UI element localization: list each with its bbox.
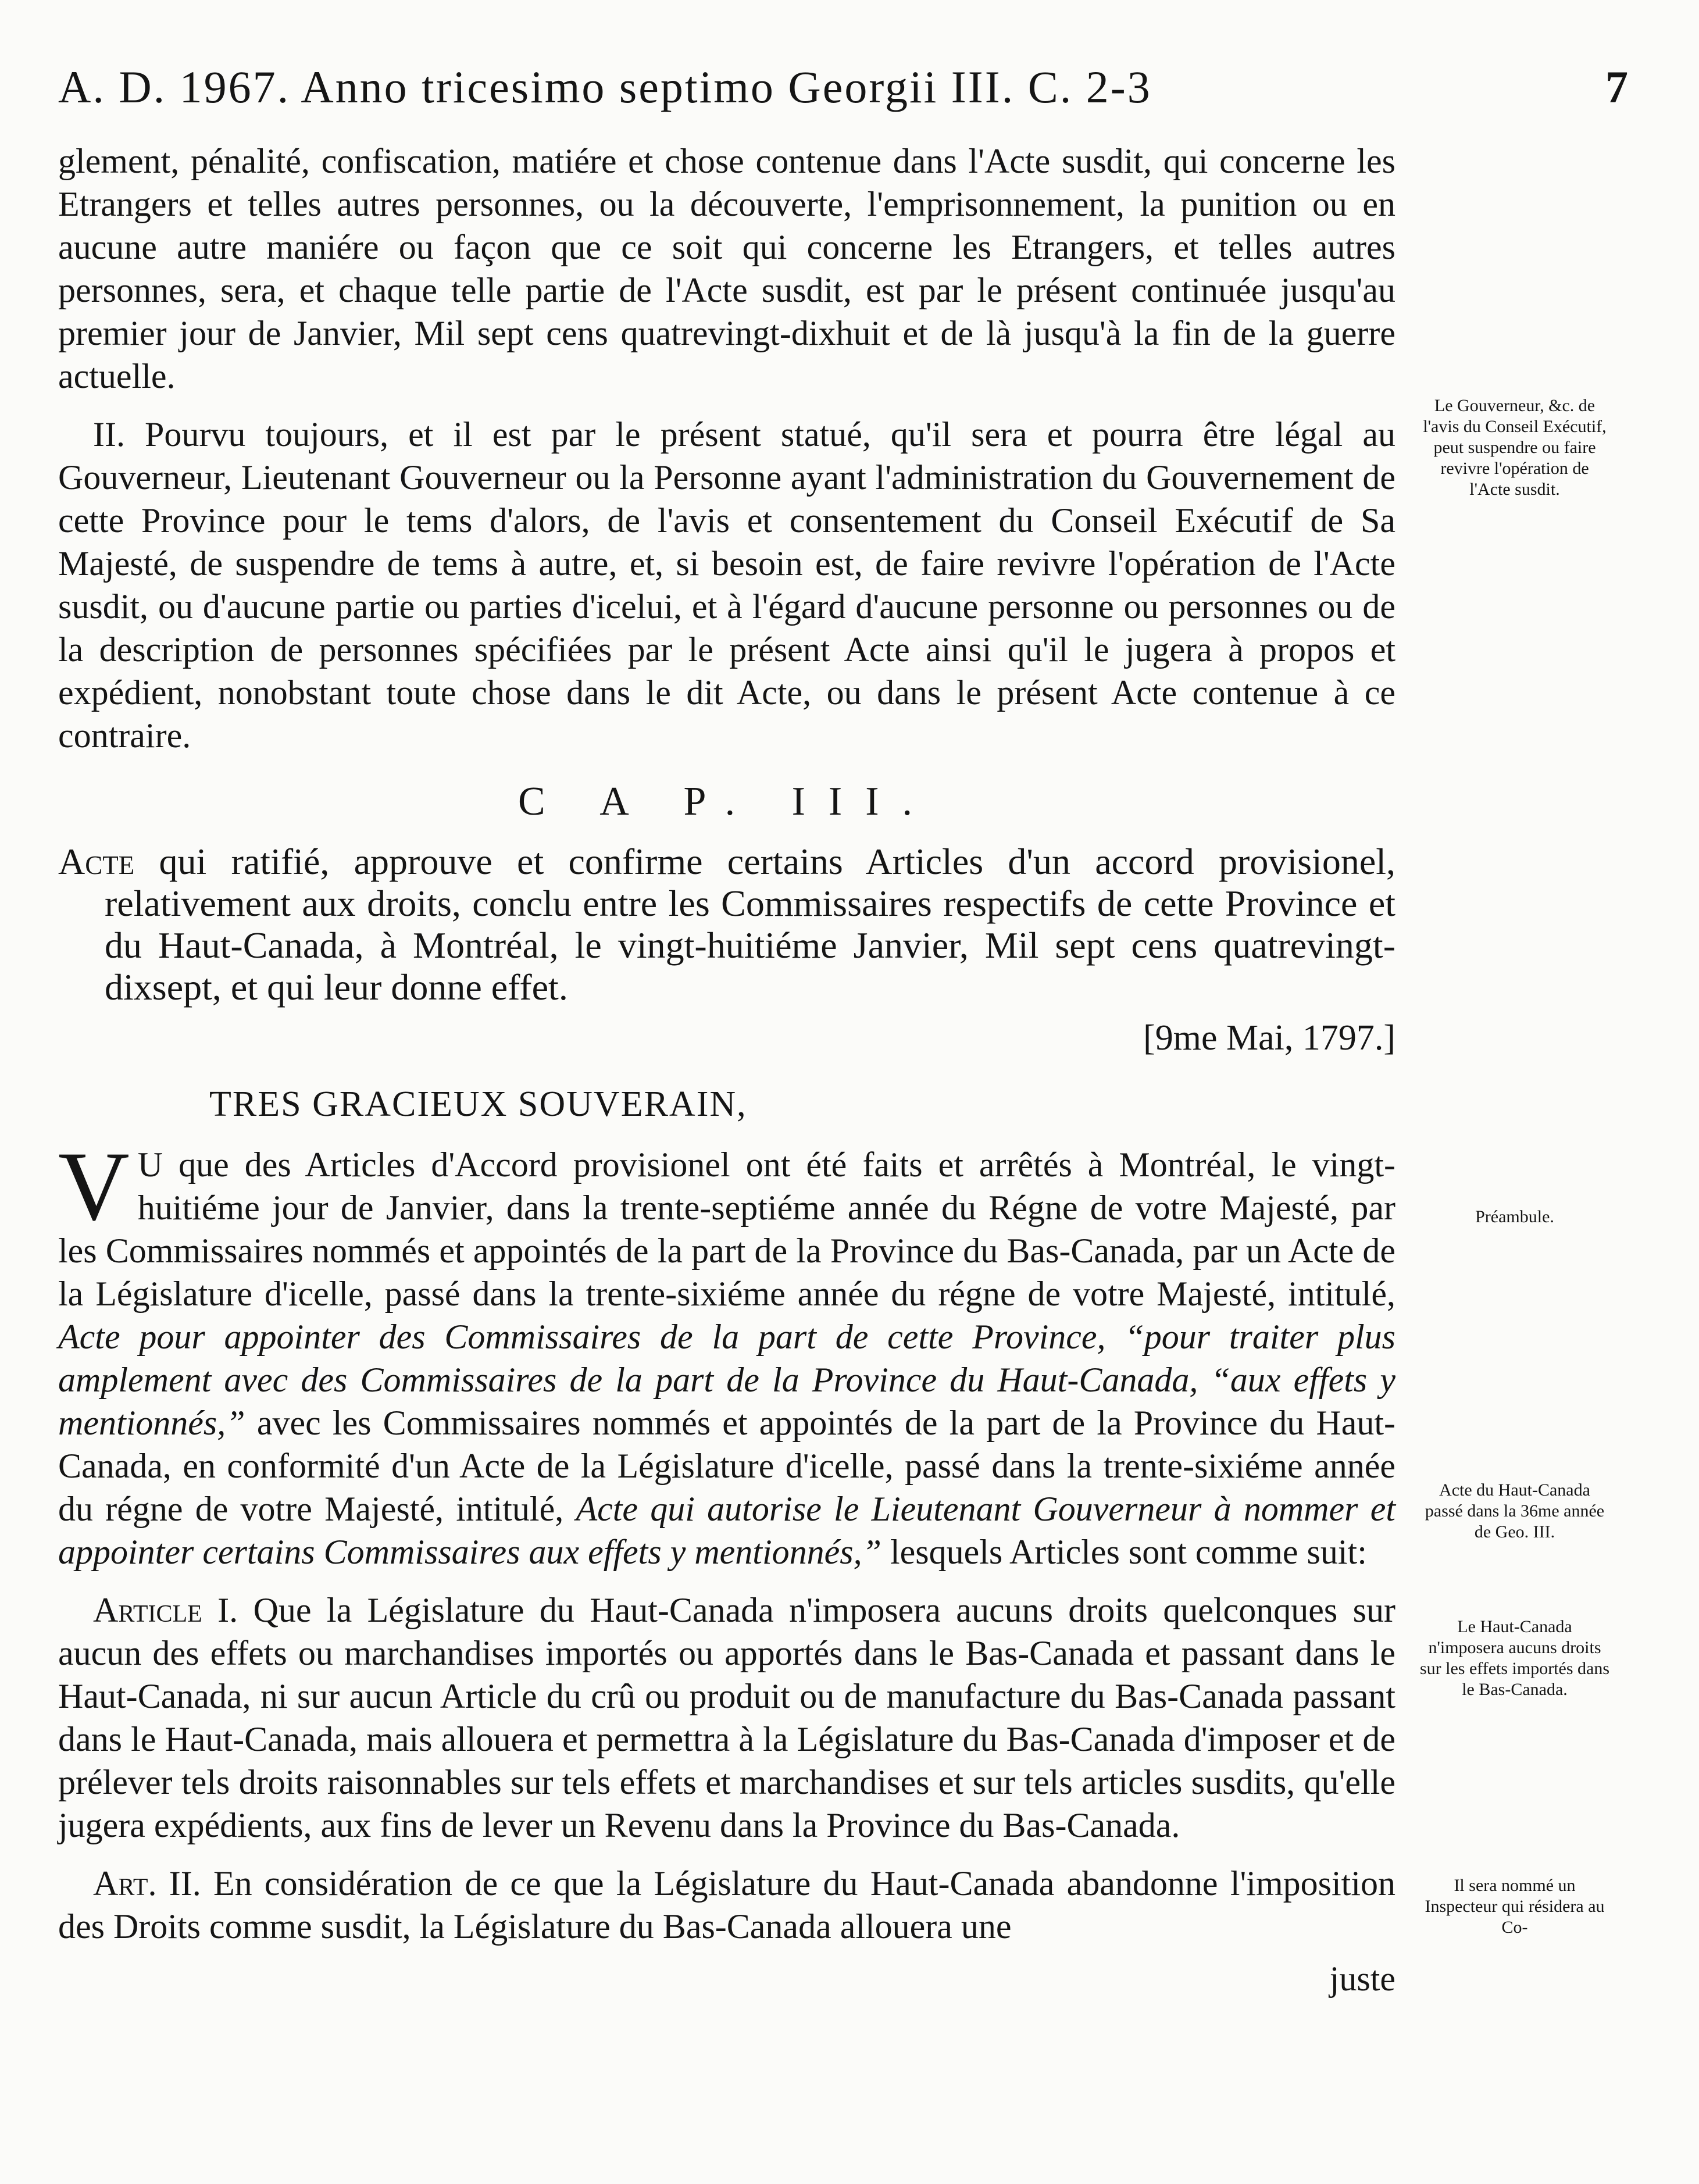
- catchword: juste: [1329, 1960, 1395, 1998]
- act-title: [58, 841, 1395, 1008]
- assent-date: [9me Mai, 1797.]: [1143, 1018, 1395, 1058]
- running-head: A. D. 1967. Anno tricesimo septimo Georgii III. C. 2-3: [58, 62, 1152, 112]
- article-ii-text: En considération de ce que la Législature du Haut-Canada abandonne l'imposition des Droits comme susdit, la Législature du Bas-Canada allouera une: [58, 1864, 1395, 1946]
- margin-note-preamble: Préambule.: [1475, 1207, 1554, 1226]
- act-title-text: qui ratifié, approuve et confirme certains Articles d'un accord provisionel, relativement aux droits, conclu entre les Commissaires respectifs de cette Province et du Haut-Canada, à Montréal, le vingt-huitiéme Janvier, Mil sept cens quatrevingt-dixsept, et qui leur donne effet.: [105, 841, 1395, 1008]
- margin-note-governor: Le Gouverneur, &c. de l'avis du Conseil Exécutif, peut suspendre ou faire revivre l'opération de l'Acte susdit.: [1423, 396, 1607, 499]
- preamble-italic-1: Acte pour appointer des Commissaires de la part de cette Province, “pour traiter plus amplement avec des Commissaires de la part de la Province du Haut-Canada, “aux effets y mentionnés,”: [58, 1318, 1395, 1442]
- preamble: [58, 1132, 1396, 1573]
- article-i-text: Que la Législature du Haut-Canada n'imposera aucuns droits quelconques sur aucun des effets ou marchandises importés ou apportés dans le Bas-Canada et passant dans le Haut-Canada, ni sur aucun Article du crû ou produit ou de manufacture du Bas-Canada passant dans le Haut-Canada, mais allouera et permettra à la Législature du Bas-Canada d'imposer et de prélever tels droits raisonnables sur tels effets et marchandises et sur tels articles susdits, qu'elle jugera expédients, aux fins de lever un Revenu dans la Province du Bas-Canada.: [58, 1591, 1395, 1844]
- address-salutation: TRES GRACIEUX SOUVERAIN,: [209, 1084, 747, 1124]
- page-number: 7: [1605, 62, 1628, 112]
- act-first-word: Acte: [58, 841, 135, 882]
- chapter-heading: C A P. III.: [517, 779, 936, 824]
- article-i: [58, 1589, 1395, 1847]
- margin-note-haut-canada-droits: Le Haut-Canada n'imposera aucuns droits sur les effets importés dans le Bas-Canada.: [1419, 1617, 1610, 1699]
- margin-note-acte-haut-canada: Acte du Haut-Canada passé dans la 36me année de Geo. III.: [1425, 1480, 1605, 1541]
- preamble-italic-2: Acte qui autorise le Lieutenant Gouverneur à nommer et appointer certains Commissaires aux effets y mentionnés,”: [58, 1490, 1396, 1571]
- preamble-text-2: avec les Commissaires nommés et appointés de la part de la Province du Haut-Canada, en conformité d'un Acte de la Législature d'icelle, passé dans la trente-sixiéme année du régne de votre Majesté, intitulé,: [58, 1404, 1395, 1528]
- main-text: [58, 140, 1395, 2015]
- preamble-text-3: lesquels Articles sont comme suit:: [890, 1533, 1367, 1571]
- article-i-label: Article I.: [93, 1591, 238, 1629]
- page-header: [58, 61, 1628, 125]
- article-ii-label: Art. II.: [93, 1864, 201, 1903]
- section-ii: II. Pourvu toujours, et il est par le présent statué, qu'il sera et pourra être légal au Gouverneur, Lieutenant Gouverneur ou la Personne ayant l'administration du Gouvernement de cette Province pour le tems d'alors, de l'avis et consentement du Conseil Exécutif de Sa Majesté, de suspendre de tems à autre, et, si besoin est, de faire revivre l'opération de l'Acte susdit, ou d'aucune partie ou parties d'icelui, et à l'égard d'aucune personne ou personnes ou de la description de personnes spécifiées par le présent Acte ainsi qu'il le jugera à propos et expédient, nonobstant toute chose dans le dit Acte, ou dans le présent Acte contenue à ce contraire.: [58, 415, 1395, 755]
- paragraph-continuation: glement, pénalité, confiscation, matiére et chose contenue dans l'Acte susdit, qui concerne les Etrangers et telles autres personnes, ou la découverte, l'emprisonnement, la punition ou en aucune autre maniére ou façon que ce soit qui concerne les Etrangers, et telles autres personnes, sera, et chaque telle partie de l'Acte susdit, est par le présent continuée jusqu'au premier jour de Janvier, Mil sept cens quatrevingt-dixhuit et de là jusqu'à la fin de la guerre actuelle.: [58, 142, 1395, 395]
- preamble-text-1: U que des Articles d'Accord provisionel ont été faits et arrêtés à Montréal, le vingt-huitiéme jour de Janvier, dans la trente-septiéme année du Régne de votre Majesté, par les Commissaires nommés et appointés de la part de la Province du Bas-Canada, par un Acte de la Législature d'icelle, passé dans la trente-sixiéme année du régne de votre Majesté, intitulé,: [58, 1145, 1395, 1313]
- drop-cap: V: [58, 1132, 130, 1241]
- margin-note-inspecteur: Il sera nommé un Inspecteur qui résidera au Co-: [1425, 1876, 1605, 1937]
- article-ii: [58, 1862, 1395, 1948]
